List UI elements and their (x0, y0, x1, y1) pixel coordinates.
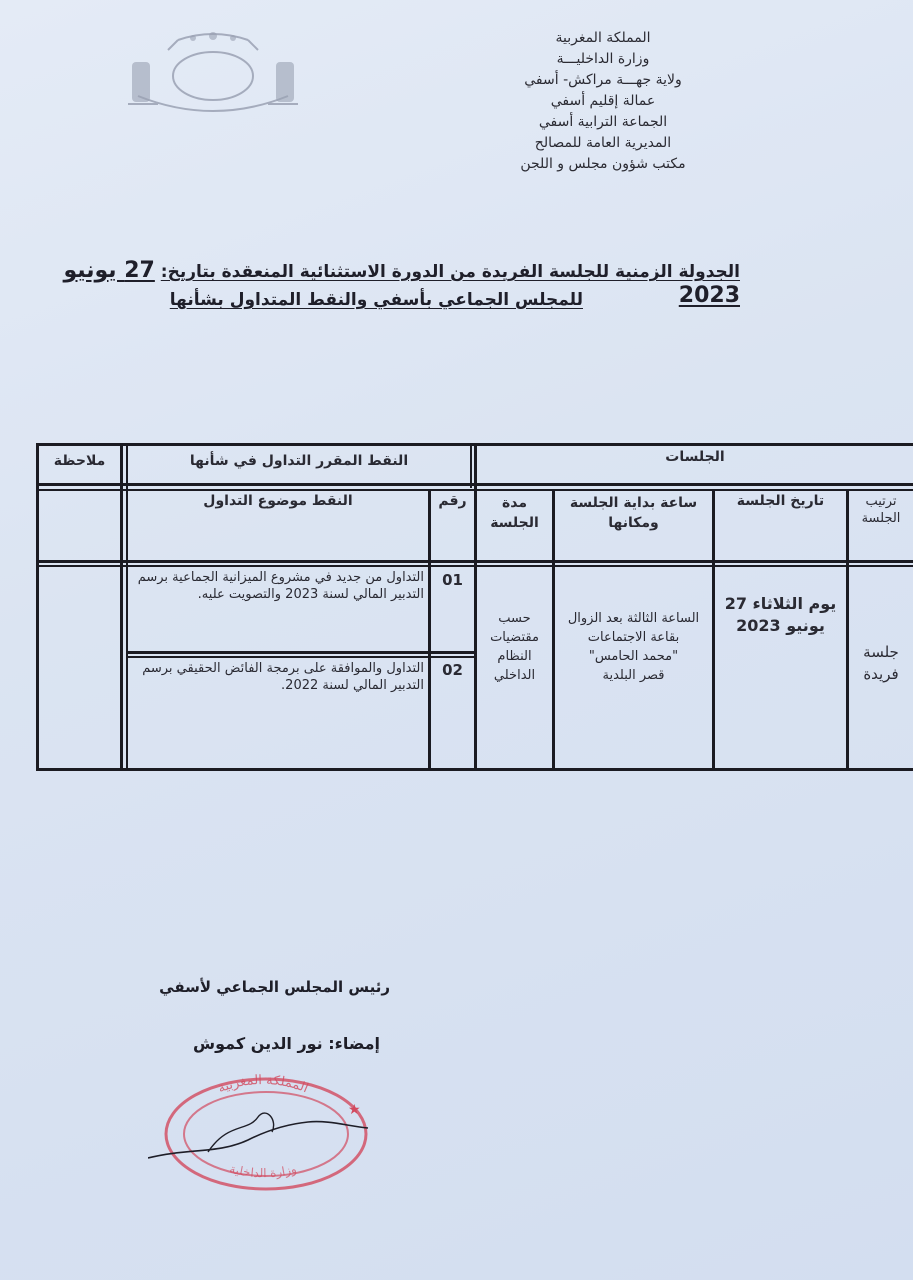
coat-of-arms-emblem (118, 26, 308, 122)
header-line: وزارة الداخليـــة (556, 51, 650, 67)
sessions-group-header: الجلسات (665, 449, 725, 465)
session-room: بقاعة الاجتماعات (587, 630, 680, 645)
header-line: مكتب شؤون مجلس و اللجن (520, 156, 686, 172)
point-number: 02 (442, 661, 463, 679)
schedule-table (36, 443, 913, 773)
header-line: عمالة إقليم أسفي (550, 93, 656, 109)
session-date-line1: يوم الثلاثاء 27 (724, 594, 837, 613)
document-title-line2 (170, 290, 583, 310)
session-date (715, 593, 846, 637)
session-duration: حسب مقتضيات النظام الداخلي (490, 611, 539, 683)
title-subtext: للمجلس الجماعي بأسفي والنقط المتداول بشأنها (169, 290, 583, 310)
title-text: الجدولة الزمنية للجلسة الفريدة من الدورة الاستثنائية المنعقدة بتاريخ: (160, 262, 740, 282)
stamp-bottom-text: وزارة الداخلية (227, 1161, 299, 1181)
points-group-header: النقط المقرر التداول في شأنها (189, 453, 409, 469)
col-header-order: ترتيب الجلسة (861, 494, 901, 526)
handwritten-signature (148, 1122, 368, 1158)
session-order: جلسة فريدة (863, 643, 899, 683)
col-header-time-place: ساعة بداية الجلسة ومكانها (569, 495, 698, 531)
point-text: التداول من جديد في مشروع الميزانية الجماعية برسم التدبير المالي لسنة 2023 والتصويت عليه. (137, 570, 424, 602)
session-room-name: "محمد الحامس" (588, 649, 679, 664)
title-date: 27 يونيو 2023 (63, 258, 740, 308)
session-building: قصر البلدية (602, 668, 665, 683)
session-time: الساعة الثالثة بعد الزوال (567, 611, 700, 626)
signature-line: إمضاء: نور الدين كموش (193, 1034, 380, 1053)
col-header-date: تاريخ الجلسة (736, 493, 825, 509)
point-text: التداول والموافقة على برمجة الفائض الحقيقي برسم التدبير المالي لسنة 2022. (142, 661, 424, 693)
point-number: 01 (442, 571, 463, 589)
notes-group-header: ملاحظة (53, 453, 106, 469)
col-header-duration: مدة الجلسة (490, 495, 539, 531)
header-administrative-lines (433, 28, 773, 175)
header-line: المديرية العامة للمصالح (534, 135, 672, 151)
president-title: رئيس المجلس الجماعي لأسفي (159, 978, 390, 996)
col-header-number: رقم (438, 493, 467, 509)
svg-text:★: ★ (348, 1102, 361, 1118)
header-line: المملكة المغربية (555, 30, 651, 46)
header-line: الجماعة الترابية أسفي (538, 114, 668, 130)
svg-text:وزارة الداخلية (228, 1162, 298, 1181)
header-line: ولاية جهـــة مراكش- أسفي (524, 72, 682, 88)
col-header-subject: النقط موضوع التداول (203, 493, 353, 509)
session-date-line2: يونيو 2023 (736, 616, 825, 635)
session-time-place (555, 609, 712, 685)
stamp-top-text: المملكة المغربية (215, 1072, 311, 1097)
official-stamp (148, 1062, 378, 1197)
